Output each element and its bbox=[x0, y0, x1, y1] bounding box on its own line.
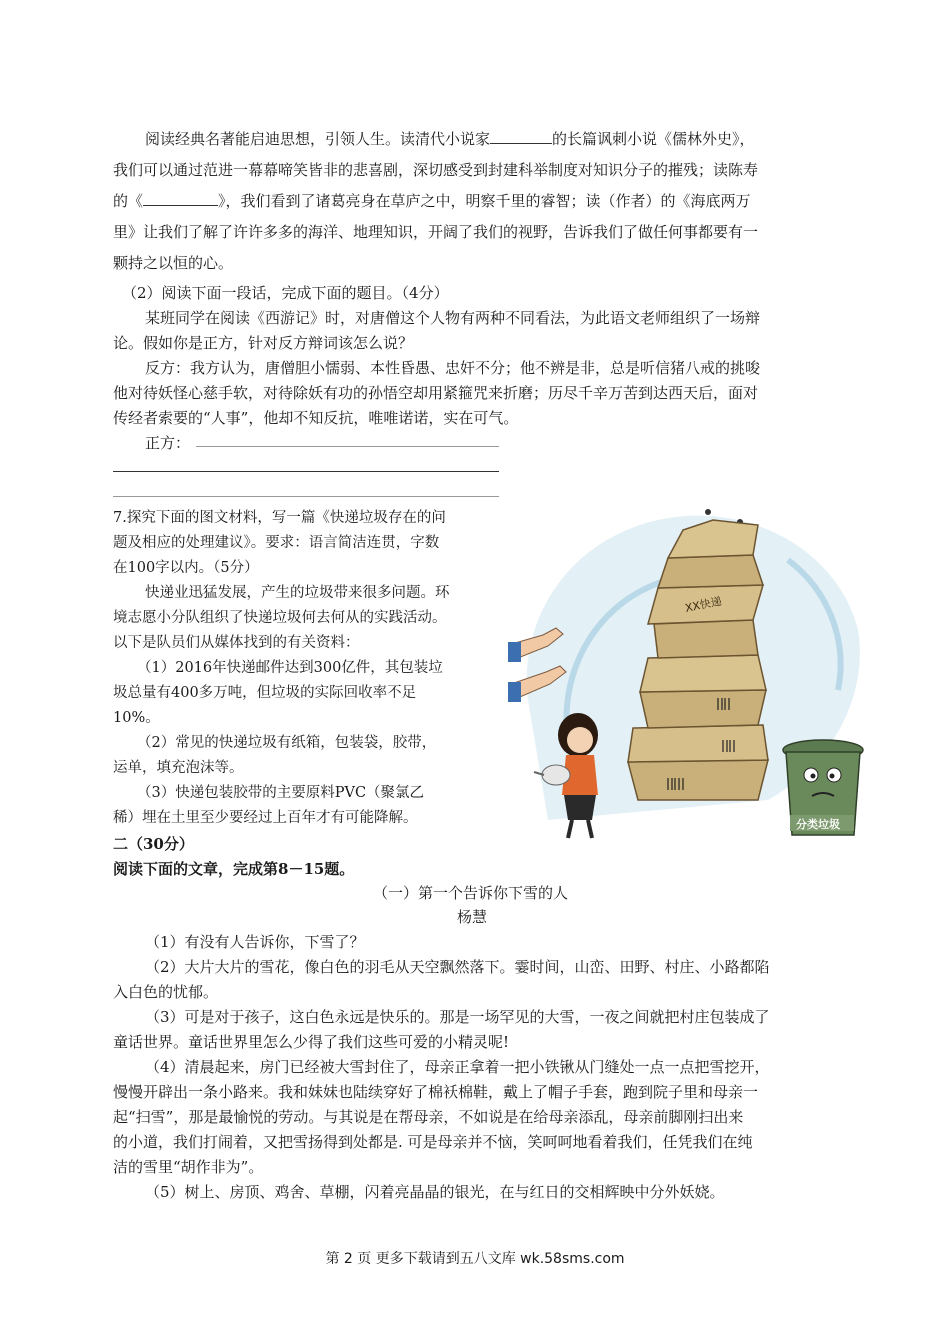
q7-item-2b: 运单，填充泡沫等。 bbox=[113, 760, 244, 776]
story-para-4b: 慢慢开辟出一条小路来。我和妹妹也陆续穿好了棉袄棉鞋，戴上了帽子手套，跑到院子里和母亲一 bbox=[113, 1083, 759, 1101]
q2-opp-2: 他对待妖怪心慈手软，对待除妖有功的孙悟空却用紧箍咒来折磨；历尽千辛万苦到达西天后，面对 bbox=[113, 384, 759, 402]
article-author: 杨慧 bbox=[457, 908, 488, 926]
article-title: （一）第一个告诉你下雪的人 bbox=[373, 884, 569, 902]
story-para-3a: （3）可是对于孩子，这白色永远是快乐的。那是一场罕见的大雪，一夜之间就把村庄包装成了 bbox=[145, 1008, 770, 1026]
author-blank bbox=[490, 129, 552, 144]
q7-item-1c: 10%。 bbox=[113, 710, 160, 726]
q7-item-1a: （1）2016年快递邮件达到300亿件，其包装垃 bbox=[137, 660, 443, 676]
q7-item-3b: 稀）埋在土里至少要经过上百年才有可能降解。 bbox=[113, 810, 418, 826]
story-para-4d: 的小道，我们打闹着，又把雪扬得到处都是. 可是母亲并不恼，笑呵呵地看着我们，任凭我们在纯 bbox=[113, 1133, 753, 1151]
section-heading: 二（30分） bbox=[113, 835, 194, 853]
q7-item-1b: 圾总量有400多万吨，但垃圾的实际回收率不足 bbox=[113, 685, 417, 701]
q2-title: （2）阅读下面一段话，完成下面的题目。（4分） bbox=[122, 284, 449, 302]
intro-line-4: 里》让我们了解了许许多多的海洋、地理知识，开阔了我们的视野，告诉我们了做任何事都要有一 bbox=[113, 223, 759, 241]
q7-line-2: 题及相应的处理建议》。要求：语言简洁连贯，字数 bbox=[113, 535, 440, 551]
story-para-1: （1）有没有人告诉你，下雪了？ bbox=[145, 933, 365, 951]
q2-lead-1: 某班同学在阅读《西游记》时，对唐僧这个人物有两种不同看法，为此语文老师组织了一场辩 bbox=[145, 309, 761, 327]
intro-text: 的《 bbox=[113, 192, 144, 210]
story-para-2b: 入白色的忧郁。 bbox=[113, 983, 219, 1001]
answer-line bbox=[113, 471, 499, 472]
story-para-4a: （4）清晨起来，房门已经被大雪封住了，母亲正拿着一把小铁锹从门缝处一点一点把雪挖开， bbox=[145, 1058, 770, 1076]
section-instructions: 阅读下面的文章，完成第8－15题。 bbox=[113, 860, 355, 878]
answer-line bbox=[113, 496, 499, 497]
q7-item-3a: （3）快递包装胶带的主要原料PVC（聚氯乙 bbox=[137, 785, 425, 801]
page-footer: 第 2 页 更多下载请到五八文库 wk.58sms.com bbox=[325, 1251, 625, 1267]
answer-line bbox=[196, 446, 499, 447]
book-blank bbox=[143, 191, 218, 206]
q2-opp-3: 传经者索要的“人事”，他却不知反抗，唯唯诺诺，实在可气。 bbox=[113, 409, 519, 427]
story-para-3b: 童话世界。童话世界里怎么少得了我们这些可爱的小精灵呢! bbox=[113, 1033, 510, 1051]
q7-line-1: 7.探究下面的图文材料，写一篇《快递垃圾存在的问 bbox=[113, 510, 446, 526]
q7-para-1: 快递业迅猛发展，产生的垃圾带来很多问题。环 bbox=[145, 585, 450, 601]
story-para-4e: 洁的雪里“胡作非为”。 bbox=[113, 1158, 264, 1176]
intro-line-5: 颗持之以恒的心。 bbox=[113, 254, 234, 272]
bin-label: 分类垃圾 bbox=[796, 818, 840, 831]
q2-pro-label: 正方： bbox=[145, 434, 191, 452]
intro-text: 》，我们看到了诸葛亮身在草庐之中，明察千里的睿智；读（作者）的《海底两万 bbox=[218, 192, 751, 210]
q7-para-2: 境志愿小分队组织了快递垃圾何去何从的实践活动。 bbox=[113, 610, 447, 626]
story-para-5: （5）树上、房顶、鸡舍、草棚，闪着亮晶晶的银光，在与红日的交相辉映中分外妖娆。 bbox=[145, 1183, 725, 1201]
intro-line-1 bbox=[145, 127, 755, 151]
intro-line-3 bbox=[113, 189, 751, 213]
intro-text: 的长篇讽刺小说《儒林外史》， bbox=[552, 130, 755, 148]
box-label: XX快递 bbox=[683, 594, 723, 615]
q7-item-2a: （2）常见的快递垃圾有纸箱，包装袋，胶带， bbox=[137, 735, 437, 751]
story-para-2a: （2）大片大片的雪花，像白色的羽毛从天空飘然落下。霎时间，山峦、田野、村庄、小路都陷 bbox=[145, 958, 770, 976]
intro-text: 阅读经典名著能启迪思想，引领人生。读清代小说家 bbox=[145, 130, 491, 148]
express-garbage-illustration bbox=[508, 500, 868, 840]
q2-opp-1: 反方：我方认为，唐僧胆小懦弱、本性昏愚、忠奸不分；他不辨是非，总是听信猪八戒的挑唆 bbox=[145, 359, 761, 377]
story-para-4c: 起“扫雪”，那是最愉悦的劳动。与其说是在帮母亲，不如说是在给母亲添乱，母亲前脚刚扫出来 bbox=[113, 1108, 744, 1126]
q7-para-3: 以下是队员们从媒体找到的有关资料： bbox=[113, 635, 360, 651]
q7-line-3: 在100字以内。（5分） bbox=[113, 560, 259, 576]
intro-line-2: 我们可以通过范进一幕幕啼笑皆非的悲喜剧，深切感受到封建科举制度对知识分子的摧残；读陈寿 bbox=[113, 161, 759, 179]
q2-lead-2: 论。假如你是正方，针对反方辩词该怎么说？ bbox=[113, 334, 414, 352]
